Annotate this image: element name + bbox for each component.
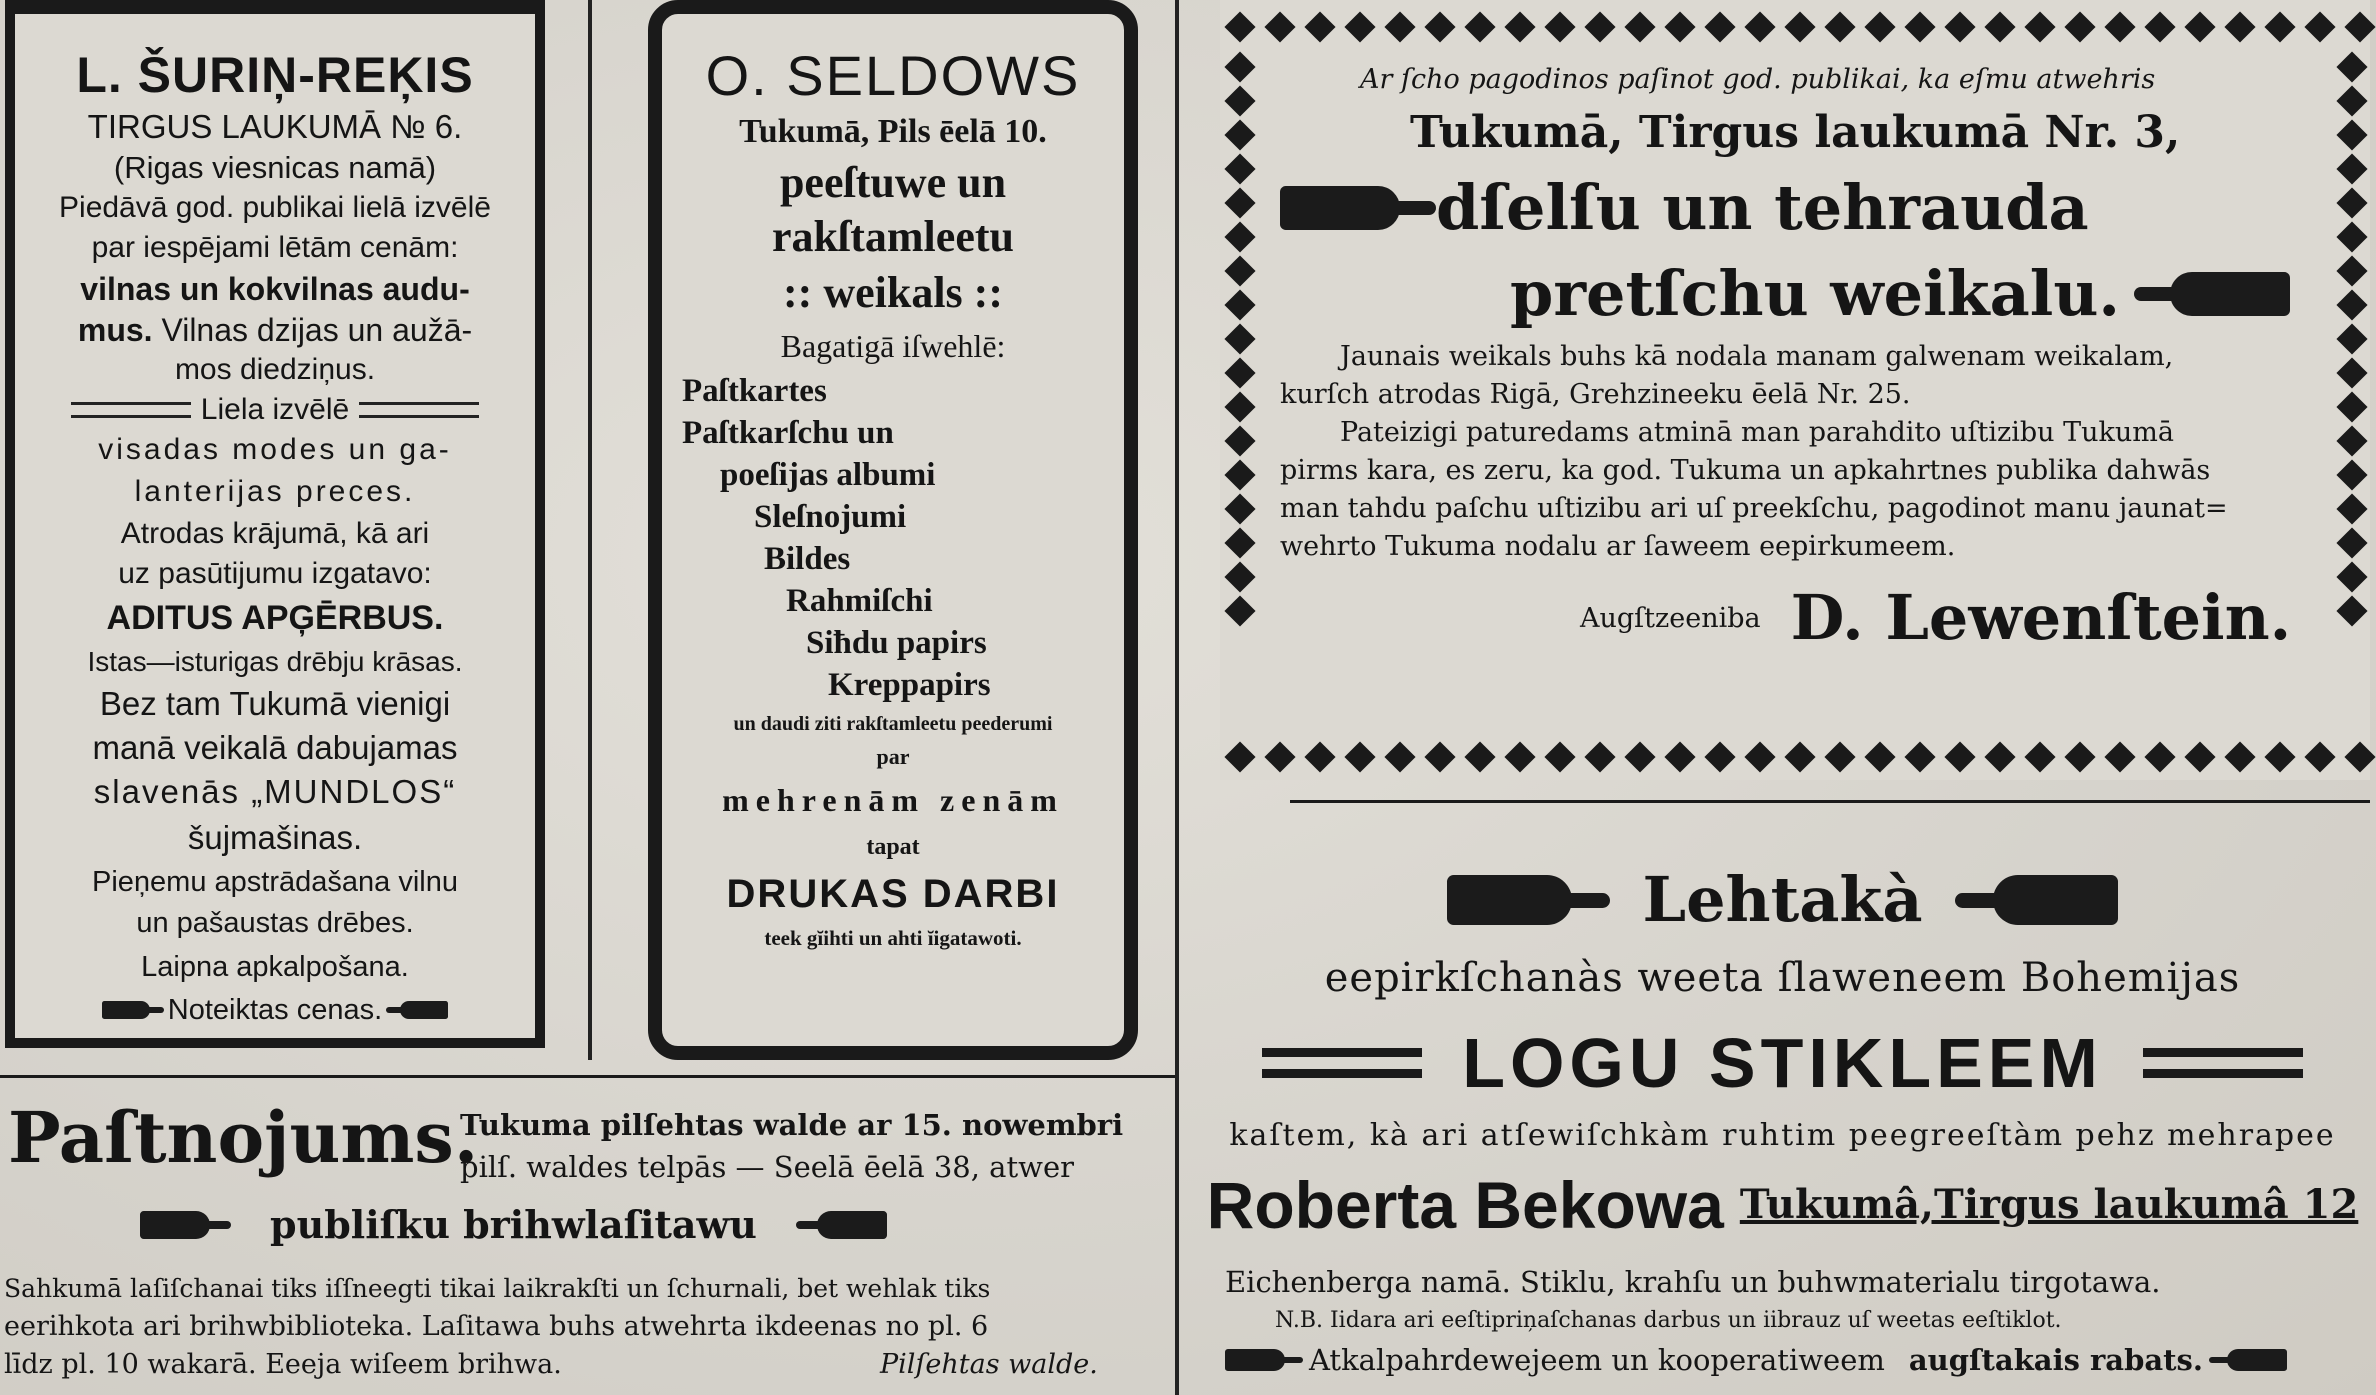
diamond-ornament: [1944, 11, 1975, 42]
diamond-ornament: [1224, 289, 1255, 320]
ad-text: teek gĭihti un ahti ĭigatawoti.: [764, 926, 1022, 950]
diamond-ornament: [2336, 323, 2367, 354]
diamond-ornament: [1224, 459, 1255, 490]
diamond-ornament: [2144, 741, 2175, 772]
column-rule: [1175, 0, 1179, 1395]
ad-heading: publiſku brihwlaſitawu: [270, 1202, 757, 1247]
ad-heading: rakſtamleetu: [772, 212, 1014, 261]
diamond-ornament: [2336, 425, 2367, 456]
ad-text: Atrodas krājumā, kā ari: [120, 517, 430, 550]
diamond-ornament: [1504, 741, 1535, 772]
ad-text: tapat: [866, 834, 920, 860]
diamond-ornament: [1304, 741, 1335, 772]
diamond-ornament: [2264, 741, 2295, 772]
double-rule: [359, 402, 479, 418]
list-item: Paſtkarſchu un: [682, 415, 894, 451]
ad-text: Piedāvā god. publikai lielā izvēlē: [59, 191, 491, 224]
ad-heading-row: [1280, 166, 2320, 250]
pointing-hand-icon: [2227, 1349, 2287, 1371]
diamond-ornament: [1424, 741, 1455, 772]
list-item: Siħdu papirs: [806, 625, 987, 661]
diamond-ornament: [1224, 595, 1255, 626]
list-item: Paſtkartes: [682, 373, 827, 409]
diamond-ornament: [1544, 11, 1575, 42]
diamond-ornament: [1624, 11, 1655, 42]
ad-heading-row: [1195, 860, 2370, 940]
list-item: Bildes: [764, 541, 851, 577]
ad-text: pirms kara, es zeru, ka god. Tukuma un apkahrtnes publika dahwās: [1280, 455, 2211, 486]
diamond-ornament: [2336, 493, 2367, 524]
diamond-ornament: [2344, 11, 2375, 42]
diamond-ornament: [1264, 11, 1295, 42]
diamond-ornament: [1224, 323, 1255, 354]
diamond-ornament: [1384, 11, 1415, 42]
ad-address: Tukumâ,Tirgus laukumâ 12: [1739, 1181, 2359, 1228]
diamond-ornament: [1744, 11, 1775, 42]
ad-text: vilnas un kokvilnas audu-: [80, 271, 470, 307]
diamond-ornament: [1224, 493, 1255, 524]
ad-text: Sahkumā laſiſchanai tiks iſſneegti tikai laikrakſti un ſchurnali, bet wehlak tiks: [4, 1274, 991, 1303]
diamond-ornament: [1904, 11, 1935, 42]
ad-text: (Rigas viesnicas namā): [113, 150, 437, 185]
diamond-ornament: [1824, 11, 1855, 42]
diamond-ornament: [1464, 741, 1495, 772]
diamond-ornament: [1304, 11, 1335, 42]
diamond-ornament: [2304, 11, 2335, 42]
ad-text: [27, 390, 523, 430]
diamond-ornament: [1944, 741, 1975, 772]
diamond-ornament: [2024, 741, 2055, 772]
ad-pastnojums: [0, 1085, 1170, 1390]
ad-text: visadas modes un ga-: [98, 433, 452, 466]
pointing-hand-icon: [1225, 1349, 1285, 1371]
ad-heading-row: [140, 1199, 887, 1251]
diamond-ornament: [2304, 741, 2335, 772]
diamond-ornament: [2336, 357, 2367, 388]
ad-heading-row: [1280, 250, 2320, 338]
ad-text: Liela izvēlē: [200, 393, 350, 426]
diamond-ornament: [1224, 85, 1255, 116]
double-rule: [71, 402, 191, 418]
diamond-ornament: [2064, 741, 2095, 772]
ad-heading: peeſtuwe un: [779, 158, 1007, 207]
ad-text: eerihkota ari brihwbiblioteka. Laſitawa buhs atwehrta ikdeenas no pl. 6: [4, 1311, 989, 1342]
ad-address: Tukumā, Tirgus laukumā Nr. 3,: [1410, 107, 2181, 158]
diamond-ornament: [2184, 11, 2215, 42]
ad-text: ADITUS APĢĒRBUS.: [106, 599, 444, 637]
diamond-ornament: [2344, 741, 2375, 772]
ad-text: Laipna apkalpošana.: [141, 951, 409, 983]
diamond-ornament: [1224, 391, 1255, 422]
diamond-ornament: [2104, 741, 2135, 772]
diamond-ornament: [1424, 11, 1455, 42]
double-bar: [2143, 1048, 2303, 1078]
ad-text: augſtakais rabats.: [1908, 1343, 2203, 1377]
diamond-ornament: [1584, 741, 1615, 772]
diamond-ornament: [1664, 741, 1695, 772]
diamond-ornament: [1544, 741, 1575, 772]
ad-signature: D. Lewenſtein.: [1790, 581, 2292, 654]
diamond-ornament: [2336, 255, 2367, 286]
ad-text: N.B. Iidara ari eeſtipriņaſchanas darbus un iibrauz uſ weetas eeſtiklot.: [1275, 1308, 2062, 1333]
diamond-ornament: [1224, 527, 1255, 558]
diamond-ornament: [1224, 357, 1255, 388]
diamond-border-left: [1220, 50, 1260, 628]
diamond-ornament: [1224, 119, 1255, 150]
diamond-ornament: [2336, 187, 2367, 218]
diamond-ornament: [2336, 459, 2367, 490]
ad-text: Tukuma pilſehtas walde ar 15. nowembri: [460, 1108, 1124, 1142]
diamond-ornament: [1224, 741, 1255, 772]
ad-name: Roberta Bekowa: [1206, 1168, 1724, 1242]
pointing-hand-icon: [2170, 272, 2290, 316]
diamond-ornament: [1224, 255, 1255, 286]
ad-surin-rekis: [5, 0, 545, 1048]
diamond-ornament: [1464, 11, 1495, 42]
ad-heading: Lehtakà: [1642, 863, 1923, 936]
ad-address: Tukumā, Pils ēelā 10.: [739, 113, 1047, 150]
item-list: [676, 370, 1110, 706]
ad-text: manā veikalā dabujamas: [92, 729, 458, 766]
ad-title: O. SELDOWS: [705, 44, 1081, 107]
diamond-ornament: [1984, 741, 2015, 772]
ad-text: uz pasūtijumu izgatavo:: [118, 557, 432, 590]
diamond-ornament: [2336, 527, 2367, 558]
diamond-ornament: [1384, 741, 1415, 772]
ad-text: Istas—isturigas drēbju krāsas.: [87, 646, 463, 677]
pointing-hand-icon: [140, 1211, 210, 1239]
ad-text: un daudi ziti rakſtamleetu peederumi: [733, 713, 1053, 735]
diamond-ornament: [2064, 11, 2095, 42]
ad-address: TIRGUS LAUKUMĀ № 6.: [87, 108, 463, 145]
ad-text: Noteiktas cenas.: [167, 994, 383, 1026]
diamond-ornament: [1864, 11, 1895, 42]
ad-heading: LOGU STIKLEEM: [1462, 1024, 2103, 1102]
ad-text: eepirkſchanàs weeta ſlaweneem Bohemijas: [1324, 955, 2241, 1001]
diamond-ornament: [2144, 11, 2175, 42]
diamond-ornament: [1224, 221, 1255, 252]
ad-text: kaſtem, kà ari atſewiſchkàm ruhtim peegreeſtàm pehz mehrapee: [1229, 1118, 2336, 1153]
pointing-hand-icon: [400, 1001, 448, 1019]
ad-text: mehrenām zenām: [722, 782, 1064, 818]
diamond-ornament: [1264, 741, 1295, 772]
background-bleed-text: [548, 0, 644, 1060]
diamond-ornament: [1624, 741, 1655, 772]
double-bar: [1262, 1048, 1422, 1078]
ad-text: kurſch atrodas Rigā, Grehzineeku ēelā Nr. 25.: [1280, 379, 1911, 410]
diamond-ornament: [1344, 11, 1375, 42]
ad-body: [1280, 60, 2320, 658]
ad-text: līdz pl. 10 wakarā. Eeeja wiſeem brihwa.: [4, 1349, 562, 1380]
pointing-hand-icon: [1280, 186, 1400, 230]
diamond-ornament: [1664, 11, 1695, 42]
diamond-ornament: [1344, 741, 1375, 772]
diamond-ornament: [1584, 11, 1615, 42]
pointing-hand-icon: [102, 1001, 150, 1019]
ad-footer: [27, 990, 523, 1030]
ad-title: L. ŠURIŅ-REĶIS: [76, 47, 474, 103]
ad-text: par: [876, 744, 910, 769]
list-item: Sleſnojumi: [754, 499, 907, 535]
diamond-ornament: [2336, 51, 2367, 82]
diamond-ornament: [1784, 741, 1815, 772]
ad-text: par iespējami lētām cenām:: [91, 231, 459, 264]
ad-footer: [1225, 1340, 2365, 1380]
ad-text: slavenās „MUNDLOS“: [93, 773, 457, 810]
ad-heading: :: weikals ::: [783, 268, 1003, 317]
diamond-ornament: [1864, 741, 1895, 772]
ad-lewenstein: [1220, 0, 2370, 780]
ad-name-row: [1195, 1160, 2370, 1250]
ad-text: Eichenberga namā. Stiklu, krahſu un buhwmaterialu tirgotawa.: [1225, 1265, 2161, 1299]
diamond-ornament: [2336, 391, 2367, 422]
diamond-border-top: [1220, 10, 2376, 44]
ad-text: man tahdu paſchu uſtizibu ari uſ preekſchu, pagodinot manu jaunat=: [1280, 493, 2228, 524]
diamond-ornament: [1744, 741, 1775, 772]
list-item: Kreppapirs: [828, 667, 991, 703]
diamond-ornament: [1504, 11, 1535, 42]
diamond-ornament: [1224, 187, 1255, 218]
diamond-border-bottom: [1220, 740, 2376, 774]
ad-text: lanterijas preces.: [134, 475, 416, 508]
diamond-ornament: [2024, 11, 2055, 42]
ad-heading-row: [1195, 1020, 2370, 1106]
ad-text: mos diedziņus.: [174, 353, 376, 386]
diamond-ornament: [1704, 11, 1735, 42]
ad-heading: dſelſu un tehrauda: [1436, 171, 2089, 244]
ad-bekow: [1195, 860, 2370, 1390]
ad-text: Atkalpahrdewejeem un kooperatiweem: [1309, 1343, 1885, 1377]
horizontal-rule: [0, 1075, 1175, 1078]
diamond-border-right: [2332, 50, 2372, 628]
ad-text: Augſtzeeniba: [1580, 602, 1761, 634]
pointing-hand-icon: [1993, 875, 2118, 925]
ad-text: šujmašinas.: [187, 819, 363, 856]
diamond-ornament: [2336, 221, 2367, 252]
diamond-ornament: [1224, 11, 1255, 42]
diamond-ornament: [1224, 153, 1255, 184]
diamond-ornament: [2104, 11, 2135, 42]
ad-text: Bagatigā iſwehlē:: [780, 328, 1006, 364]
ad-signature: Pilſehtas walde.: [880, 1349, 1098, 1380]
list-item: poeſijas albumi: [720, 457, 936, 493]
diamond-ornament: [1904, 741, 1935, 772]
ad-text: Vilnas dzijas un aužā-: [161, 312, 473, 348]
diamond-ornament: [1224, 561, 1255, 592]
ad-heading: pretſchu weikalu.: [1510, 257, 2120, 330]
ad-text: Jaunais weikals buhs kā nodala manam galwenam weikalam,: [1340, 341, 2174, 372]
diamond-ornament: [2336, 561, 2367, 592]
ad-text: Pieņemu apstrādašana vilnu: [92, 866, 458, 898]
diamond-ornament: [2224, 11, 2255, 42]
diamond-ornament: [2336, 595, 2367, 626]
ad-text: un pašaustas drēbes.: [136, 907, 414, 939]
ad-text: Bez tam Tukumā vienigi: [99, 685, 451, 722]
horizontal-rule: [1290, 800, 2370, 803]
diamond-ornament: [1824, 741, 1855, 772]
diamond-ornament: [1984, 11, 2015, 42]
diamond-ornament: [2336, 119, 2367, 150]
diamond-ornament: [1224, 51, 1255, 82]
ad-title: Paſtnojums.: [8, 1096, 479, 1179]
diamond-ornament: [2336, 153, 2367, 184]
diamond-ornament: [2184, 741, 2215, 772]
pointing-hand-icon: [817, 1211, 887, 1239]
diamond-ornament: [1224, 425, 1255, 456]
column-rule: [588, 0, 592, 1060]
ad-text: Ar ſcho pagodinos paſinot god. publikai, ka eſmu atwehris: [1360, 64, 2156, 95]
diamond-ornament: [2264, 11, 2295, 42]
diamond-ornament: [1704, 741, 1735, 772]
diamond-ornament: [2336, 289, 2367, 320]
pointing-hand-icon: [1447, 875, 1572, 925]
list-item: Rahmiſchi: [786, 583, 933, 619]
ad-seldows: [648, 0, 1138, 1060]
ad-text-bold: mus.: [77, 312, 153, 348]
ad-text: Pateizigi paturedams atminā man parahdito uſtizibu Tukumā: [1340, 417, 2174, 448]
ad-signature-row: [1280, 578, 2320, 658]
diamond-ornament: [1784, 11, 1815, 42]
diamond-ornament: [2336, 85, 2367, 116]
ad-text: wehrto Tukuma nodalu ar ſaweem eepirkumeem.: [1280, 531, 1956, 562]
diamond-ornament: [2224, 741, 2255, 772]
ad-text: [27, 310, 523, 350]
ad-text: pilſ. waldes telpās — Seelā ēelā 38, atwer: [460, 1150, 1074, 1184]
ad-heading: DRUKAS DARBI: [726, 872, 1060, 916]
